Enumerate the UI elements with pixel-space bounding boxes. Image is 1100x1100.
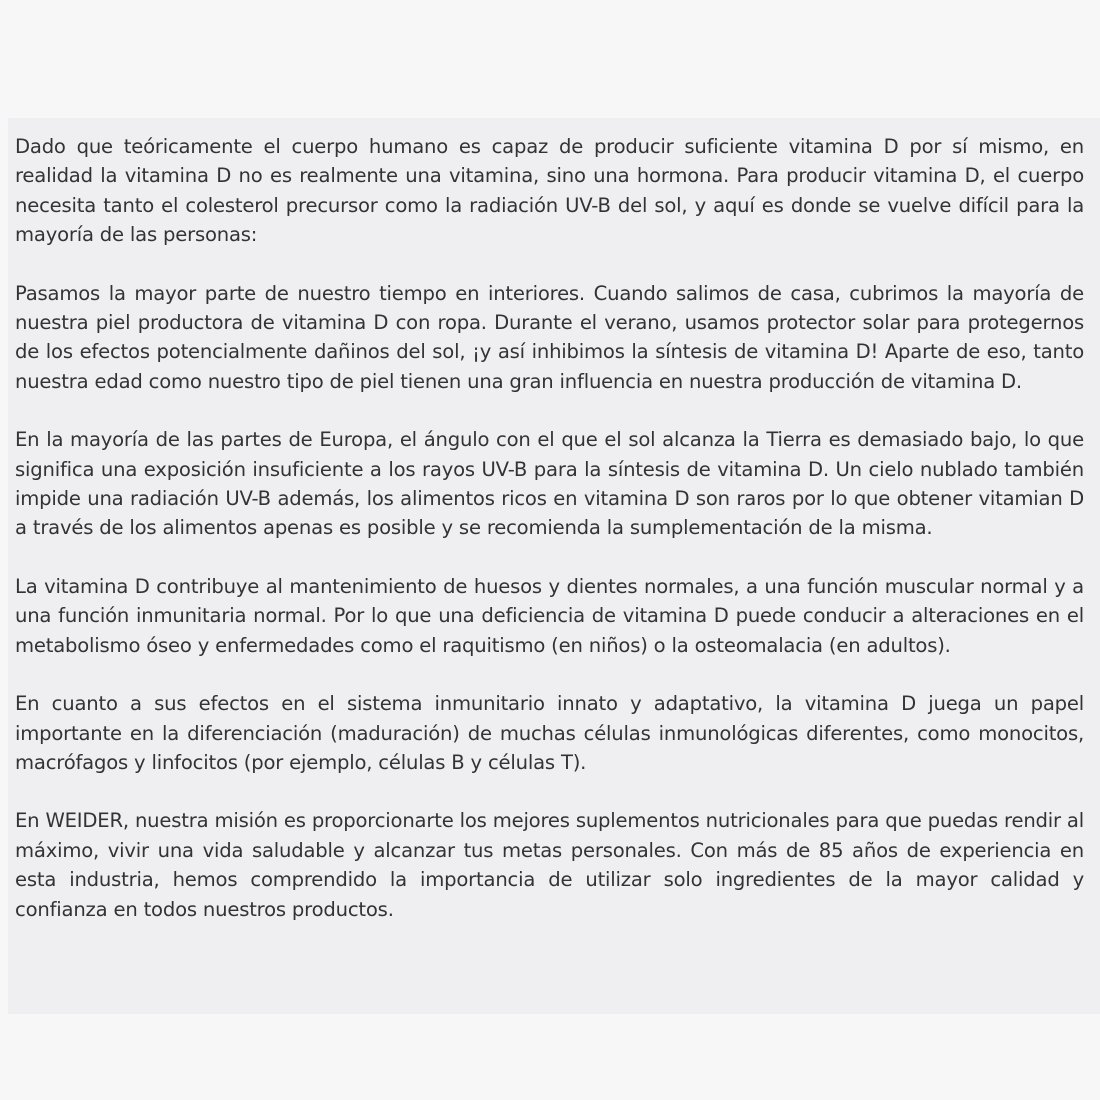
paragraph-indoor-lifestyle: Pasamos la mayor parte de nuestro tiempo en interiores. Cuando salimos de casa, cubrimos la mayoría de nuestra piel productora de vitamina D con ropa. Durante el verano, usamos protector solar para protegernos de los efectos potencialmente dañinos del sol, ¡y así inhibimos la síntesis de vitamina D! Aparte de eso, tanto nuestra edad como nuestro tipo de piel tienen una gran influencia en nuestra producción de vitamina D. bbox=[15, 281, 1084, 393]
paragraph-immune-system: En cuanto a sus efectos en el sistema inmunitario innato y adaptativo, la vitamina D juega un papel importante en la diferenciación (maduración) de muchas células inmunológicas diferentes, como monocitos, macrófagos y linfocitos (por ejemplo, células B y células T). bbox=[15, 692, 1084, 774]
paragraph-weider-mission: En WEIDER, nuestra misión es proporcionarte los mejores suplementos nutricionales para que puedas rendir al máximo, vivir una vida saludable y alcanzar tus metas personales. Con más de 85 años de experiencia en esta industria, hemos comprendido la importancia de utilizar solo ingredientes de la mayor calidad y confianza en todos nuestros productos. bbox=[15, 809, 1084, 921]
text-panel bbox=[8, 118, 1100, 1014]
paragraph-vitamin-d-hormone: Dado que teóricamente el cuerpo humano es capaz de producir suficiente vitamina D por sí mismo, en realidad la vitamina D no es realmente una vitamina, sino una hormona. Para producir vitamina D, el cuerpo necesita tanto el colesterol precursor como la radiación UV-B del sol, y aquí es donde se vuelve difícil para la mayoría de las personas: bbox=[15, 135, 1084, 247]
paragraph-europe-sun-angle: En la mayoría de las partes de Europa, el ángulo con el que el sol alcanza la Tierra es demasiado bajo, lo que significa una exposición insuficiente a los rayos UV-B para la síntesis de vitamina D. Un cielo nublado también impide una radiación UV-B además, los alimentos ricos en vitamina D son raros por lo que obtener vitamian D a través de los alimentos apenas es posible y se recomienda la sumplementación de la misma. bbox=[15, 428, 1084, 540]
paragraph-bones-teeth-function: La vitamina D contribuye al mantenimiento de huesos y dientes normales, a una función muscular normal y a una función inmunitaria normal. Por lo que una deficiencia de vitamina D puede conducir a alteraciones en el metabolismo óseo y enfermedades como el raquitismo (en niños) o la osteomalacia (en adultos). bbox=[15, 574, 1084, 657]
